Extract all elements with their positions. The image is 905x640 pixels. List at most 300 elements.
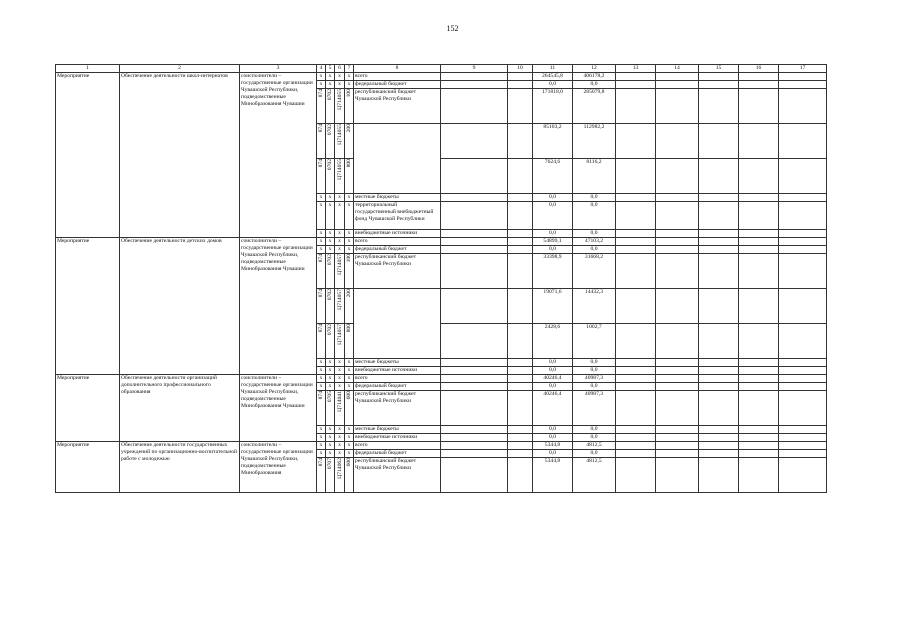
budget-code-cell: x: [326, 450, 335, 458]
column-number: 11: [533, 65, 573, 73]
budget-code: 0702: [327, 324, 333, 336]
column-number-row: [56, 65, 827, 73]
funding-source: республиканский бюджет Чувашской Республики: [354, 458, 441, 493]
empty-cell: [779, 383, 827, 391]
empty-cell: [616, 289, 656, 324]
value-col-11: 0,0: [533, 359, 573, 367]
empty-cell: [441, 246, 508, 254]
empty-cell: [656, 124, 699, 159]
empty-cell: [441, 89, 508, 124]
funding-source: [354, 124, 441, 159]
budget-code-cell: x: [335, 442, 345, 450]
empty-cell: [508, 81, 533, 89]
budget-code-cell: x: [326, 73, 335, 81]
budget-code-cell: x: [335, 238, 345, 246]
value-col-11: 0,0: [533, 367, 573, 375]
empty-cell: [699, 434, 739, 442]
budget-code: 600: [346, 458, 352, 467]
budget-code-cell: x: [335, 359, 345, 367]
budget-code-cell: x: [345, 426, 354, 434]
funding-source: [354, 324, 441, 359]
budget-code: 0702: [327, 254, 333, 266]
budget-code-cell: [335, 458, 345, 493]
funding-source: федеральный бюджет: [354, 450, 441, 458]
empty-cell: [699, 375, 739, 383]
budget-code-cell: x: [345, 442, 354, 450]
budget-code: 874: [318, 289, 324, 298]
executor: соисполнители – государственные организации Чувашской Республики, подведомственные Минобразования Чувашии: [240, 375, 317, 442]
empty-cell: [699, 89, 739, 124]
budget-code: 0702: [327, 89, 333, 101]
empty-cell: [779, 202, 827, 230]
empty-cell: [441, 359, 508, 367]
empty-cell: [739, 434, 779, 442]
budget-table: [55, 64, 827, 493]
value-col-12: 8116,2: [573, 159, 616, 194]
column-number: 14: [656, 65, 699, 73]
empty-cell: [739, 426, 779, 434]
empty-cell: [656, 89, 699, 124]
budget-code-cell: x: [335, 434, 345, 442]
value-col-12: 40987,3: [573, 391, 616, 426]
funding-source: республиканский бюджет Чувашской Республики: [354, 254, 441, 289]
empty-cell: [739, 383, 779, 391]
budget-code-cell: x: [317, 367, 326, 375]
empty-cell: [616, 246, 656, 254]
budget-code-cell: x: [326, 383, 335, 391]
value-col-12: 4812,5: [573, 458, 616, 493]
empty-cell: [739, 391, 779, 426]
value-col-12: 0,0: [573, 383, 616, 391]
budget-code: 200: [346, 124, 352, 133]
empty-cell: [616, 375, 656, 383]
empty-cell: [699, 359, 739, 367]
empty-cell: [616, 124, 656, 159]
budget-code-cell: x: [335, 81, 345, 89]
empty-cell: [739, 442, 779, 450]
column-number: 9: [441, 65, 508, 73]
measure-name: Обеспечение деятельности детских домов: [120, 238, 240, 375]
budget-code: 100: [346, 89, 352, 98]
budget-code: 874: [318, 324, 324, 333]
budget-code-cell: x: [345, 230, 354, 238]
value-col-11: 5344,8: [533, 442, 573, 450]
empty-cell: [616, 202, 656, 230]
funding-source: республиканский бюджет Чувашской Республики: [354, 89, 441, 124]
value-col-11: 264545,8: [533, 73, 573, 81]
budget-code: Ц714062: [336, 458, 343, 479]
empty-cell: [699, 450, 739, 458]
budget-code: 0702: [327, 289, 333, 301]
empty-cell: [739, 202, 779, 230]
budget-code-cell: [345, 254, 354, 289]
empty-cell: [441, 375, 508, 383]
empty-cell: [656, 194, 699, 202]
budget-code: 800: [346, 324, 352, 333]
executor: соисполнители – государственные организации Чувашской Республики, подведомственные Минобразования Чувашии: [240, 73, 317, 238]
empty-cell: [508, 442, 533, 450]
empty-cell: [739, 124, 779, 159]
value-col-12: 0,0: [573, 450, 616, 458]
empty-cell: [779, 367, 827, 375]
budget-code-cell: x: [345, 359, 354, 367]
empty-cell: [779, 89, 827, 124]
budget-code-cell: [326, 124, 335, 159]
measure-name: Обеспечение деятельности государственных учреждений по организационно-воспитательной работе с молодежью: [120, 442, 240, 493]
empty-cell: [508, 202, 533, 230]
budget-code: 0705: [327, 391, 333, 403]
funding-source: местные бюджеты: [354, 426, 441, 434]
budget-code-cell: x: [317, 238, 326, 246]
empty-cell: [441, 450, 508, 458]
budget-code-cell: x: [335, 73, 345, 81]
empty-cell: [508, 383, 533, 391]
budget-code-cell: [345, 391, 354, 426]
funding-source: внебюджетные источники: [354, 230, 441, 238]
table-row: [56, 73, 827, 81]
empty-cell: [508, 194, 533, 202]
budget-code-cell: [345, 458, 354, 493]
empty-cell: [656, 426, 699, 434]
empty-cell: [656, 324, 699, 359]
empty-cell: [508, 359, 533, 367]
funding-source: [354, 289, 441, 324]
budget-code-cell: x: [317, 202, 326, 230]
empty-cell: [616, 230, 656, 238]
budget-code-cell: x: [317, 442, 326, 450]
empty-cell: [739, 367, 779, 375]
funding-source: всего: [354, 73, 441, 81]
empty-cell: [508, 367, 533, 375]
budget-code: 0702: [327, 124, 333, 136]
budget-code-cell: x: [335, 202, 345, 230]
budget-code-cell: x: [335, 450, 345, 458]
budget-code-cell: x: [326, 230, 335, 238]
funding-source: всего: [354, 442, 441, 450]
budget-code-cell: [345, 89, 354, 124]
measure-type: Мероприятие: [56, 442, 120, 493]
budget-code-cell: x: [326, 375, 335, 383]
empty-cell: [616, 391, 656, 426]
budget-code: Ц714057: [336, 324, 343, 345]
budget-code: 200: [346, 289, 352, 298]
value-col-12: 40987,3: [573, 375, 616, 383]
funding-source: местные бюджеты: [354, 194, 441, 202]
empty-cell: [441, 458, 508, 493]
empty-cell: [616, 194, 656, 202]
empty-cell: [779, 81, 827, 89]
budget-code-cell: [317, 391, 326, 426]
empty-cell: [616, 367, 656, 375]
empty-cell: [616, 89, 656, 124]
empty-cell: [656, 230, 699, 238]
column-number: 6: [335, 65, 345, 73]
value-col-11: 0,0: [533, 81, 573, 89]
funding-source: федеральный бюджет: [354, 383, 441, 391]
empty-cell: [779, 254, 827, 289]
budget-code-cell: x: [345, 202, 354, 230]
empty-cell: [739, 375, 779, 383]
value-col-12: 285079,8: [573, 89, 616, 124]
empty-cell: [656, 391, 699, 426]
value-col-12: 0,0: [573, 367, 616, 375]
value-col-12: 0,0: [573, 230, 616, 238]
empty-cell: [779, 458, 827, 493]
funding-source: республиканский бюджет Чувашской Республики: [354, 391, 441, 426]
value-col-11: 7624,6: [533, 159, 573, 194]
empty-cell: [779, 159, 827, 194]
budget-code-cell: x: [345, 450, 354, 458]
budget-code-cell: [326, 458, 335, 493]
empty-cell: [699, 254, 739, 289]
budget-code-cell: x: [317, 450, 326, 458]
empty-cell: [739, 230, 779, 238]
empty-cell: [441, 73, 508, 81]
budget-code-cell: x: [345, 238, 354, 246]
value-col-12: 0,0: [573, 81, 616, 89]
empty-cell: [616, 359, 656, 367]
budget-code-cell: x: [326, 246, 335, 254]
measure-type: Мероприятие: [56, 73, 120, 238]
funding-source: [354, 159, 441, 194]
funding-source: внебюджетные источники: [354, 434, 441, 442]
empty-cell: [441, 426, 508, 434]
empty-cell: [656, 367, 699, 375]
empty-cell: [616, 73, 656, 81]
budget-code-cell: x: [345, 246, 354, 254]
budget-code-cell: x: [335, 375, 345, 383]
budget-code-cell: x: [335, 230, 345, 238]
empty-cell: [739, 194, 779, 202]
column-number: 16: [739, 65, 779, 73]
column-number: 17: [779, 65, 827, 73]
budget-code: Ц714041: [336, 391, 343, 412]
budget-code-cell: [335, 89, 345, 124]
budget-code-cell: [335, 159, 345, 194]
measure-type: Мероприятие: [56, 375, 120, 442]
value-col-12: 0,0: [573, 202, 616, 230]
measure-name: Обеспечение деятельности организаций дополнительного профессионального образования: [120, 375, 240, 442]
column-number: 4: [317, 65, 326, 73]
empty-cell: [441, 159, 508, 194]
budget-code: 100: [346, 254, 352, 263]
column-number: 7: [345, 65, 354, 73]
budget-code: 874: [318, 458, 324, 467]
budget-code: 874: [318, 159, 324, 168]
column-number: 13: [616, 65, 656, 73]
empty-cell: [779, 194, 827, 202]
budget-code: 874: [318, 124, 324, 133]
column-number: 2: [120, 65, 240, 73]
empty-cell: [441, 254, 508, 289]
empty-cell: [779, 442, 827, 450]
empty-cell: [699, 238, 739, 246]
empty-cell: [656, 375, 699, 383]
empty-cell: [739, 289, 779, 324]
empty-cell: [441, 367, 508, 375]
empty-cell: [508, 458, 533, 493]
budget-code-cell: x: [317, 375, 326, 383]
value-col-11: 0,0: [533, 230, 573, 238]
funding-source: внебюджетные источники: [354, 367, 441, 375]
empty-cell: [699, 246, 739, 254]
executor: соисполнители – государственные организации Чувашской Республики, подведомственные Минобразования Чувашии: [240, 238, 317, 375]
value-col-11: 33398,9: [533, 254, 573, 289]
empty-cell: [508, 238, 533, 246]
empty-cell: [508, 73, 533, 81]
budget-code-cell: x: [345, 383, 354, 391]
empty-cell: [779, 324, 827, 359]
budget-code-cell: x: [326, 367, 335, 375]
empty-cell: [508, 375, 533, 383]
value-col-11: 0,0: [533, 450, 573, 458]
column-number: 10: [508, 65, 533, 73]
budget-code: 874: [318, 254, 324, 263]
empty-cell: [739, 89, 779, 124]
empty-cell: [739, 450, 779, 458]
empty-cell: [779, 124, 827, 159]
value-col-11: 0,0: [533, 246, 573, 254]
column-number: 3: [240, 65, 317, 73]
budget-code-cell: [317, 159, 326, 194]
budget-code-cell: x: [326, 194, 335, 202]
budget-code-cell: x: [345, 367, 354, 375]
budget-code-cell: [317, 254, 326, 289]
empty-cell: [508, 426, 533, 434]
empty-cell: [699, 194, 739, 202]
empty-cell: [441, 124, 508, 159]
empty-cell: [656, 159, 699, 194]
empty-cell: [441, 434, 508, 442]
budget-code-cell: [326, 391, 335, 426]
empty-cell: [616, 238, 656, 246]
column-number: 8: [354, 65, 441, 73]
empty-cell: [441, 383, 508, 391]
empty-cell: [508, 391, 533, 426]
empty-cell: [616, 324, 656, 359]
budget-code-cell: [317, 289, 326, 324]
empty-cell: [441, 194, 508, 202]
empty-cell: [739, 254, 779, 289]
value-col-11: 0,0: [533, 426, 573, 434]
budget-code-cell: x: [326, 434, 335, 442]
empty-cell: [656, 246, 699, 254]
empty-cell: [779, 289, 827, 324]
empty-cell: [656, 73, 699, 81]
value-col-11: 0,0: [533, 383, 573, 391]
value-col-11: 40246,4: [533, 375, 573, 383]
empty-cell: [508, 254, 533, 289]
budget-code: Ц714055: [336, 124, 343, 145]
value-col-12: 0,0: [573, 194, 616, 202]
empty-cell: [699, 230, 739, 238]
funding-source: федеральный бюджет: [354, 81, 441, 89]
empty-cell: [739, 159, 779, 194]
empty-cell: [739, 458, 779, 493]
empty-cell: [616, 434, 656, 442]
value-col-12: 112982,2: [573, 124, 616, 159]
budget-code-cell: [345, 124, 354, 159]
budget-code-cell: [326, 254, 335, 289]
funding-source: всего: [354, 238, 441, 246]
column-number: 5: [326, 65, 335, 73]
empty-cell: [699, 124, 739, 159]
value-col-11: 0,0: [533, 202, 573, 230]
empty-cell: [616, 442, 656, 450]
budget-code-cell: x: [345, 434, 354, 442]
empty-cell: [699, 367, 739, 375]
budget-code-cell: x: [335, 426, 345, 434]
budget-code-cell: x: [317, 81, 326, 89]
column-number: 15: [699, 65, 739, 73]
budget-code-cell: x: [326, 81, 335, 89]
empty-cell: [441, 391, 508, 426]
budget-code: 0702: [327, 159, 333, 171]
empty-cell: [779, 230, 827, 238]
empty-cell: [699, 289, 739, 324]
budget-code-cell: [317, 324, 326, 359]
budget-code-cell: x: [345, 81, 354, 89]
empty-cell: [508, 230, 533, 238]
empty-cell: [739, 238, 779, 246]
funding-source: территориальный государственный внебюджетный фонд Чувашской Республики: [354, 202, 441, 230]
column-number: 12: [573, 65, 616, 73]
budget-code-cell: [335, 391, 345, 426]
empty-cell: [699, 442, 739, 450]
value-col-12: 0,0: [573, 426, 616, 434]
budget-code-cell: x: [317, 73, 326, 81]
value-col-11: 19071,6: [533, 289, 573, 324]
empty-cell: [656, 442, 699, 450]
value-col-12: 14432,3: [573, 289, 616, 324]
budget-code-cell: [335, 324, 345, 359]
budget-code-cell: x: [345, 73, 354, 81]
budget-code-cell: [335, 289, 345, 324]
budget-code-cell: x: [326, 442, 335, 450]
empty-cell: [699, 383, 739, 391]
budget-code-cell: [335, 254, 345, 289]
budget-code-cell: [345, 159, 354, 194]
empty-cell: [739, 324, 779, 359]
empty-cell: [656, 434, 699, 442]
empty-cell: [779, 375, 827, 383]
funding-source: местные бюджеты: [354, 359, 441, 367]
empty-cell: [699, 159, 739, 194]
budget-code-cell: [317, 458, 326, 493]
budget-code-cell: x: [335, 194, 345, 202]
budget-code: Ц714055: [336, 89, 343, 110]
budget-code-cell: [335, 124, 345, 159]
empty-cell: [441, 81, 508, 89]
empty-cell: [779, 73, 827, 81]
budget-code-cell: x: [326, 426, 335, 434]
value-col-11: 5344,8: [533, 458, 573, 493]
column-number: 1: [56, 65, 120, 73]
empty-cell: [699, 391, 739, 426]
budget-code-cell: x: [326, 238, 335, 246]
empty-cell: [508, 324, 533, 359]
empty-cell: [699, 81, 739, 89]
value-col-12: 47103,2: [573, 238, 616, 246]
budget-code-cell: x: [335, 367, 345, 375]
empty-cell: [739, 246, 779, 254]
budget-code-cell: x: [317, 426, 326, 434]
budget-code-cell: x: [317, 383, 326, 391]
empty-cell: [508, 450, 533, 458]
budget-code: Ц714055: [336, 159, 343, 180]
empty-cell: [441, 230, 508, 238]
empty-cell: [656, 450, 699, 458]
